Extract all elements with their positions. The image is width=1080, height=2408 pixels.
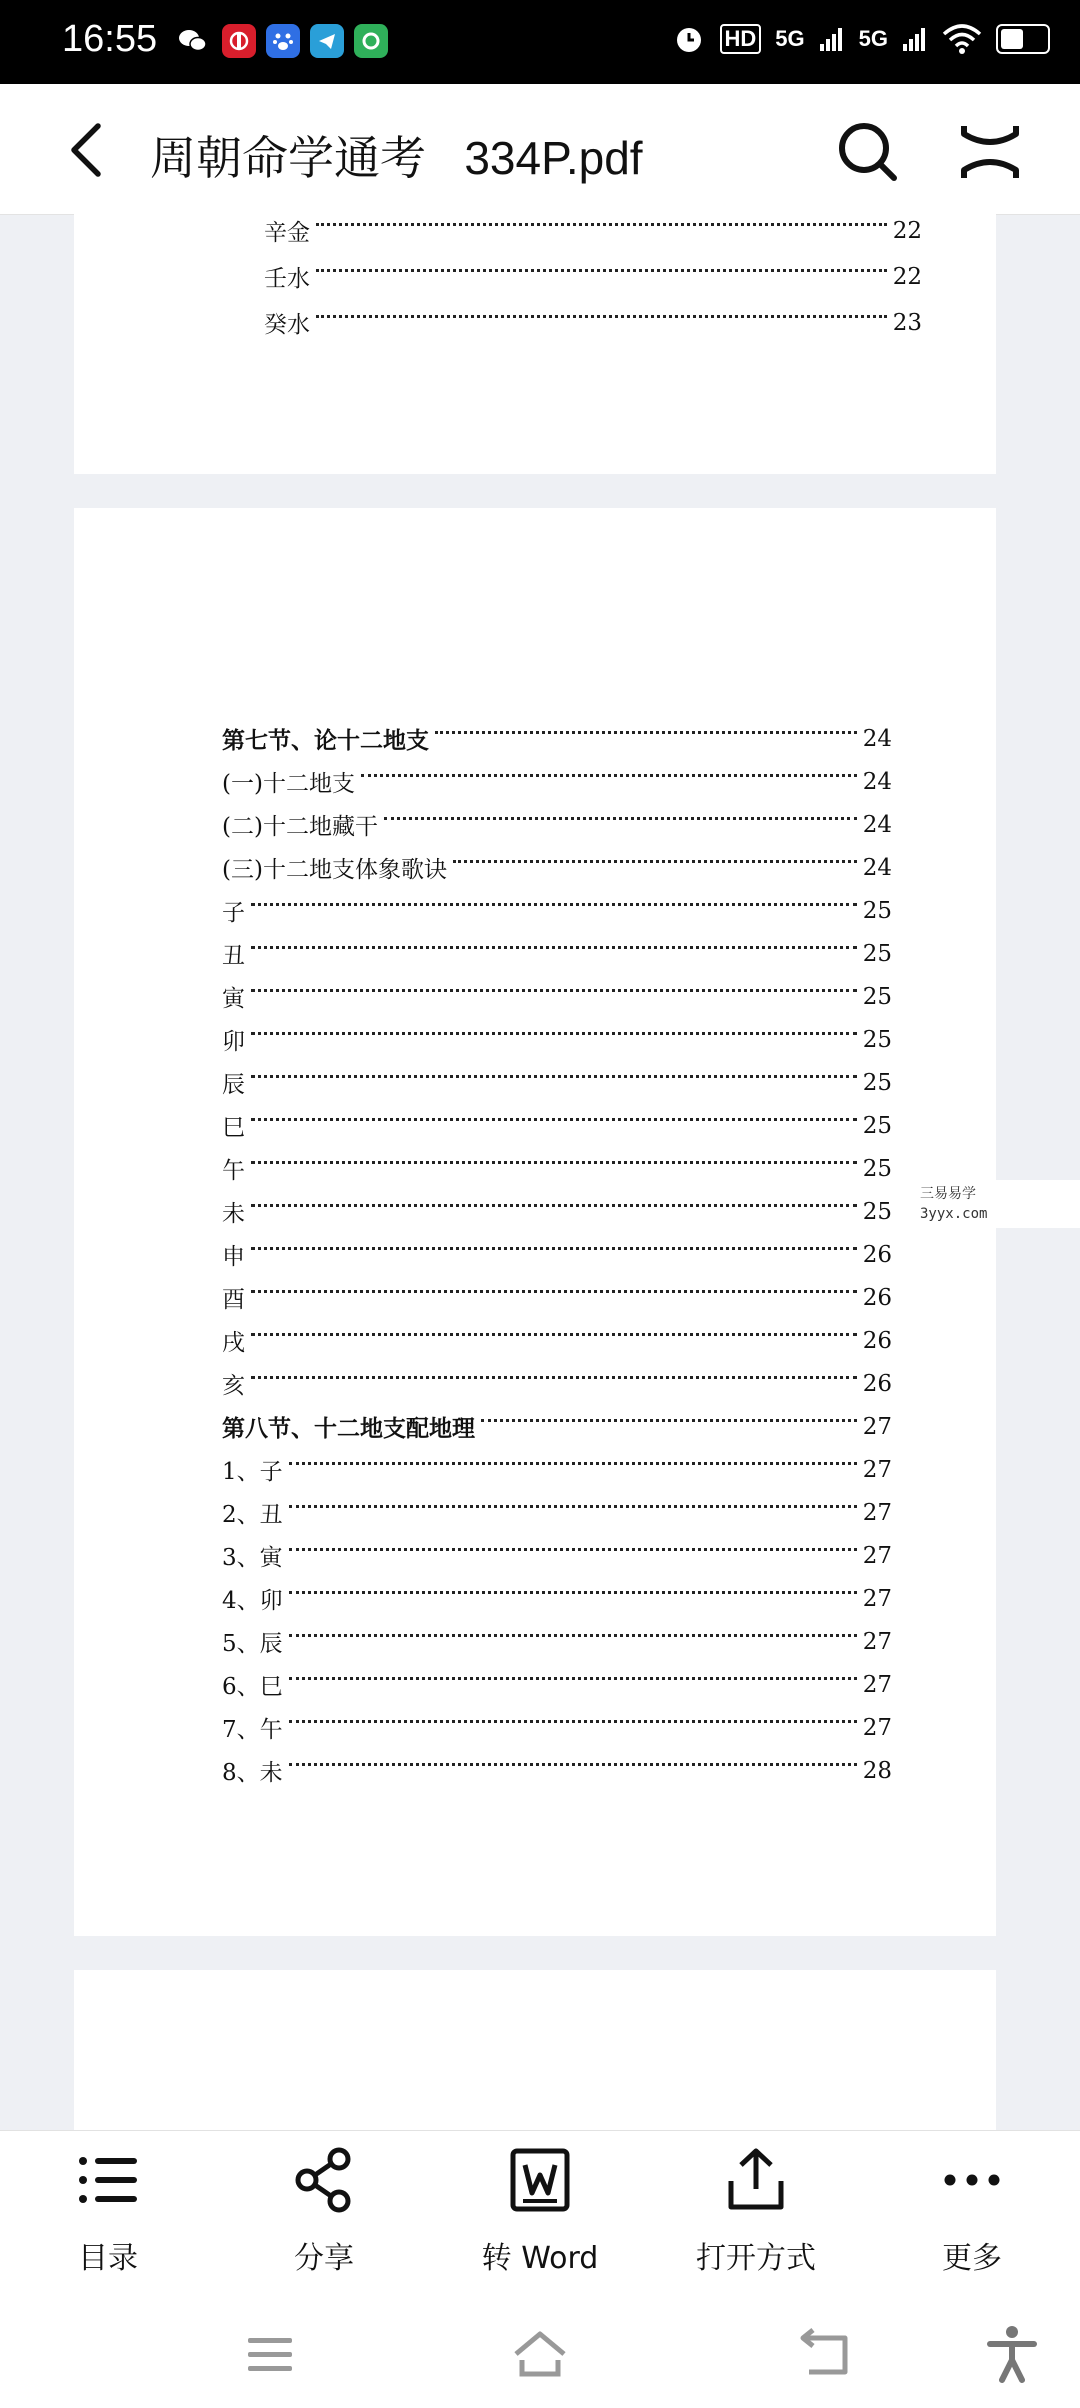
toc-row [222, 1324, 892, 1357]
more-button[interactable] [882, 2145, 1062, 2295]
bottom-toolbar [0, 2130, 1080, 2303]
toc-leader-dots [289, 1763, 857, 1766]
watermark-line-2: 3yyx.com [920, 1206, 988, 1222]
toc-row [222, 937, 892, 970]
toc-row [222, 1367, 892, 1400]
toc-page-number: 26 [862, 1284, 892, 1311]
open-with-label: 打开方式 [696, 2241, 816, 2276]
toc-row [222, 1238, 892, 1271]
toc-page-number: 26 [862, 1241, 892, 1268]
toc-entry-label: 酉 [222, 1287, 245, 1313]
toc-entry-label: 第七节、论十二地支 [222, 727, 429, 754]
toc-page-number: 27 [862, 1456, 892, 1483]
to-word-button[interactable] [450, 2145, 630, 2295]
toc-row [222, 1195, 892, 1228]
wifi-icon [942, 24, 982, 54]
status-right-cluster [672, 22, 1051, 56]
signal-5g-1: 5G [775, 26, 805, 51]
toc-entry-label: 申 [222, 1244, 245, 1270]
toc-leader-dots [251, 1333, 857, 1336]
battery-icon [996, 24, 1050, 54]
telegram-icon [310, 24, 344, 58]
toc-entry-label: 2、丑 [222, 1502, 283, 1528]
toc-page-number: 25 [862, 897, 892, 924]
share-icon [289, 2145, 359, 2215]
toc-page-number: 24 [862, 854, 892, 881]
more-dots-icon [937, 2145, 1007, 2215]
toc-row [222, 1496, 892, 1529]
wechat-icon [176, 24, 210, 58]
toc-entry-label: (二)十二地藏干 [222, 814, 378, 840]
toc-leader-dots [316, 315, 887, 318]
toc-entry-label: 4、卯 [222, 1588, 283, 1614]
green-app-icon [354, 24, 388, 58]
toc-leader-dots [251, 989, 857, 992]
toc-leader-dots [251, 1290, 857, 1293]
app-header [0, 84, 1080, 215]
back-arrow-icon[interactable] [60, 120, 116, 180]
toc-page-number: 27 [862, 1585, 892, 1612]
toc-row [222, 1281, 892, 1314]
toc-leader-dots [251, 1118, 857, 1121]
toc-entry-label: 1、子 [222, 1459, 283, 1485]
toc-leader-dots [251, 1247, 857, 1250]
toc-row [222, 1625, 892, 1658]
toc-page-number: 27 [862, 1499, 892, 1526]
toc-entry-label: (三)十二地支体象歌诀 [222, 857, 447, 883]
toc-leader-dots [251, 1376, 857, 1379]
toc-leader-dots [251, 1161, 857, 1164]
toc-row [222, 1668, 892, 1701]
toc-page-number: 25 [862, 1026, 892, 1053]
toc-page-number: 24 [862, 725, 892, 752]
search-icon[interactable] [836, 120, 900, 184]
watermark-tag [912, 1180, 1080, 1228]
open-with-button[interactable] [666, 2145, 846, 2295]
baidu-icon [266, 24, 300, 58]
toc-row [222, 1410, 892, 1443]
toc-entry-label: 子 [222, 900, 245, 926]
menu-icon[interactable] [240, 2324, 300, 2384]
toc-row [222, 765, 892, 798]
word-icon [505, 2145, 575, 2215]
toc-button[interactable] [18, 2145, 198, 2295]
toc-leader-dots [289, 1634, 857, 1637]
toc-entry-label: 辰 [222, 1072, 245, 1098]
toc-leader-dots [384, 817, 857, 820]
back-nav-icon[interactable] [795, 2324, 855, 2384]
toc-entry-label: 3、寅 [222, 1545, 283, 1571]
toc-page-number: 28 [862, 1757, 892, 1784]
toc-row [222, 1754, 892, 1787]
toc-entry-label: 午 [222, 1158, 245, 1184]
bank-app-icon [222, 24, 256, 58]
toc-row [222, 722, 892, 755]
document-title: 周朝命学通考 334P.pdf [150, 132, 643, 184]
signal-bars-2-icon [902, 26, 928, 52]
toc-leader-dots [251, 1032, 857, 1035]
toc-entry-label: 辛金 [264, 220, 310, 246]
toc-page-number: 27 [862, 1714, 892, 1741]
signal-5g-2: 5G [858, 26, 888, 51]
toc-row [222, 894, 892, 927]
pdf-page-2 [74, 508, 996, 1936]
pdf-page-3 [74, 1970, 996, 2130]
toc-row [222, 1711, 892, 1744]
toc-entry-label: (一)十二地支 [222, 771, 355, 797]
toc-page-number: 25 [862, 940, 892, 967]
toc-page-number: 27 [862, 1542, 892, 1569]
toc-entry-label: 丑 [222, 943, 245, 969]
home-icon[interactable] [510, 2324, 570, 2384]
toc-row [222, 1023, 892, 1056]
toc-label: 目录 [78, 2241, 138, 2276]
upload-icon [721, 2145, 791, 2215]
watermark-line-1: 三易易学 [920, 1186, 976, 1202]
toc-page-number: 27 [862, 1413, 892, 1440]
toc-leader-dots [251, 1204, 857, 1207]
toc-row [264, 306, 922, 339]
share-button[interactable] [234, 2145, 414, 2295]
toc-page-number: 27 [862, 1628, 892, 1655]
toc-entry-label: 未 [222, 1201, 245, 1227]
toc-page-number: 22 [892, 217, 922, 244]
toc-leader-dots [251, 946, 857, 949]
toc-row [222, 1539, 892, 1572]
toc-entry-label: 卯 [222, 1029, 245, 1055]
toc-leader-dots [289, 1720, 857, 1723]
toc-entry-label: 8、未 [222, 1760, 283, 1786]
toc-entry-label: 戌 [222, 1330, 245, 1356]
toc-entry-label: 壬水 [264, 266, 310, 292]
toc-leader-dots [251, 903, 857, 906]
toc-entry-label: 6、巳 [222, 1674, 283, 1700]
toc-page-number: 26 [862, 1370, 892, 1397]
list-icon [73, 2145, 143, 2215]
status-bar [0, 0, 1080, 84]
toc-row [222, 1152, 892, 1185]
toc-page-number: 25 [862, 1155, 892, 1182]
system-nav-bar [0, 2302, 1080, 2408]
toc-page-number: 24 [862, 768, 892, 795]
toc-page-number: 27 [862, 1671, 892, 1698]
toc-entry-label: 亥 [222, 1373, 245, 1399]
toc-leader-dots [481, 1419, 857, 1422]
toc-page-number: 23 [892, 309, 922, 336]
toc-row [222, 808, 892, 841]
toc-row [222, 1066, 892, 1099]
hd-badge: HD [720, 24, 762, 54]
toc-row [222, 1109, 892, 1142]
toc-page-number: 25 [862, 983, 892, 1010]
toc-page-number: 22 [892, 263, 922, 290]
toc-leader-dots [316, 269, 887, 272]
toc-row [222, 980, 892, 1013]
toc-entry-label: 7、午 [222, 1717, 283, 1743]
toc-leader-dots [361, 774, 857, 777]
toc-leader-dots [289, 1591, 857, 1594]
toc-page-number: 25 [862, 1112, 892, 1139]
toc-leader-dots [289, 1462, 857, 1465]
more-label: 更多 [942, 2241, 1002, 2276]
toc-leader-dots [435, 731, 857, 734]
toc-entry-label: 5、辰 [222, 1631, 283, 1657]
share-label: 分享 [294, 2241, 354, 2276]
toc-leader-dots [289, 1505, 857, 1508]
toc-row [264, 214, 922, 247]
toc-row [222, 1582, 892, 1615]
toc-row [222, 1453, 892, 1486]
toc-leader-dots [453, 860, 857, 863]
toc-entry-label: 巳 [222, 1115, 245, 1141]
status-time: 16:55 [62, 18, 158, 60]
toc-leader-dots [251, 1075, 857, 1078]
to-word-label: 转 Word [481, 2241, 599, 2276]
pdf-page-1 [74, 214, 996, 474]
accessibility-icon[interactable] [982, 2324, 1042, 2384]
toc-leader-dots [289, 1677, 857, 1680]
expand-view-icon[interactable] [958, 120, 1022, 184]
signal-bars-1-icon [819, 26, 845, 52]
toc-leader-dots [289, 1548, 857, 1551]
toc-row [264, 260, 922, 293]
toc-entry-label: 寅 [222, 986, 245, 1012]
toc-row [222, 851, 892, 884]
toc-page-number: 25 [862, 1069, 892, 1096]
toc-page-number: 25 [862, 1198, 892, 1225]
toc-entry-label: 第八节、十二地支配地理 [222, 1415, 475, 1442]
toc-entry-label: 癸水 [264, 312, 310, 338]
alarm-icon [672, 22, 706, 56]
toc-leader-dots [316, 223, 887, 226]
toc-page-number: 24 [862, 811, 892, 838]
toc-page-number: 26 [862, 1327, 892, 1354]
